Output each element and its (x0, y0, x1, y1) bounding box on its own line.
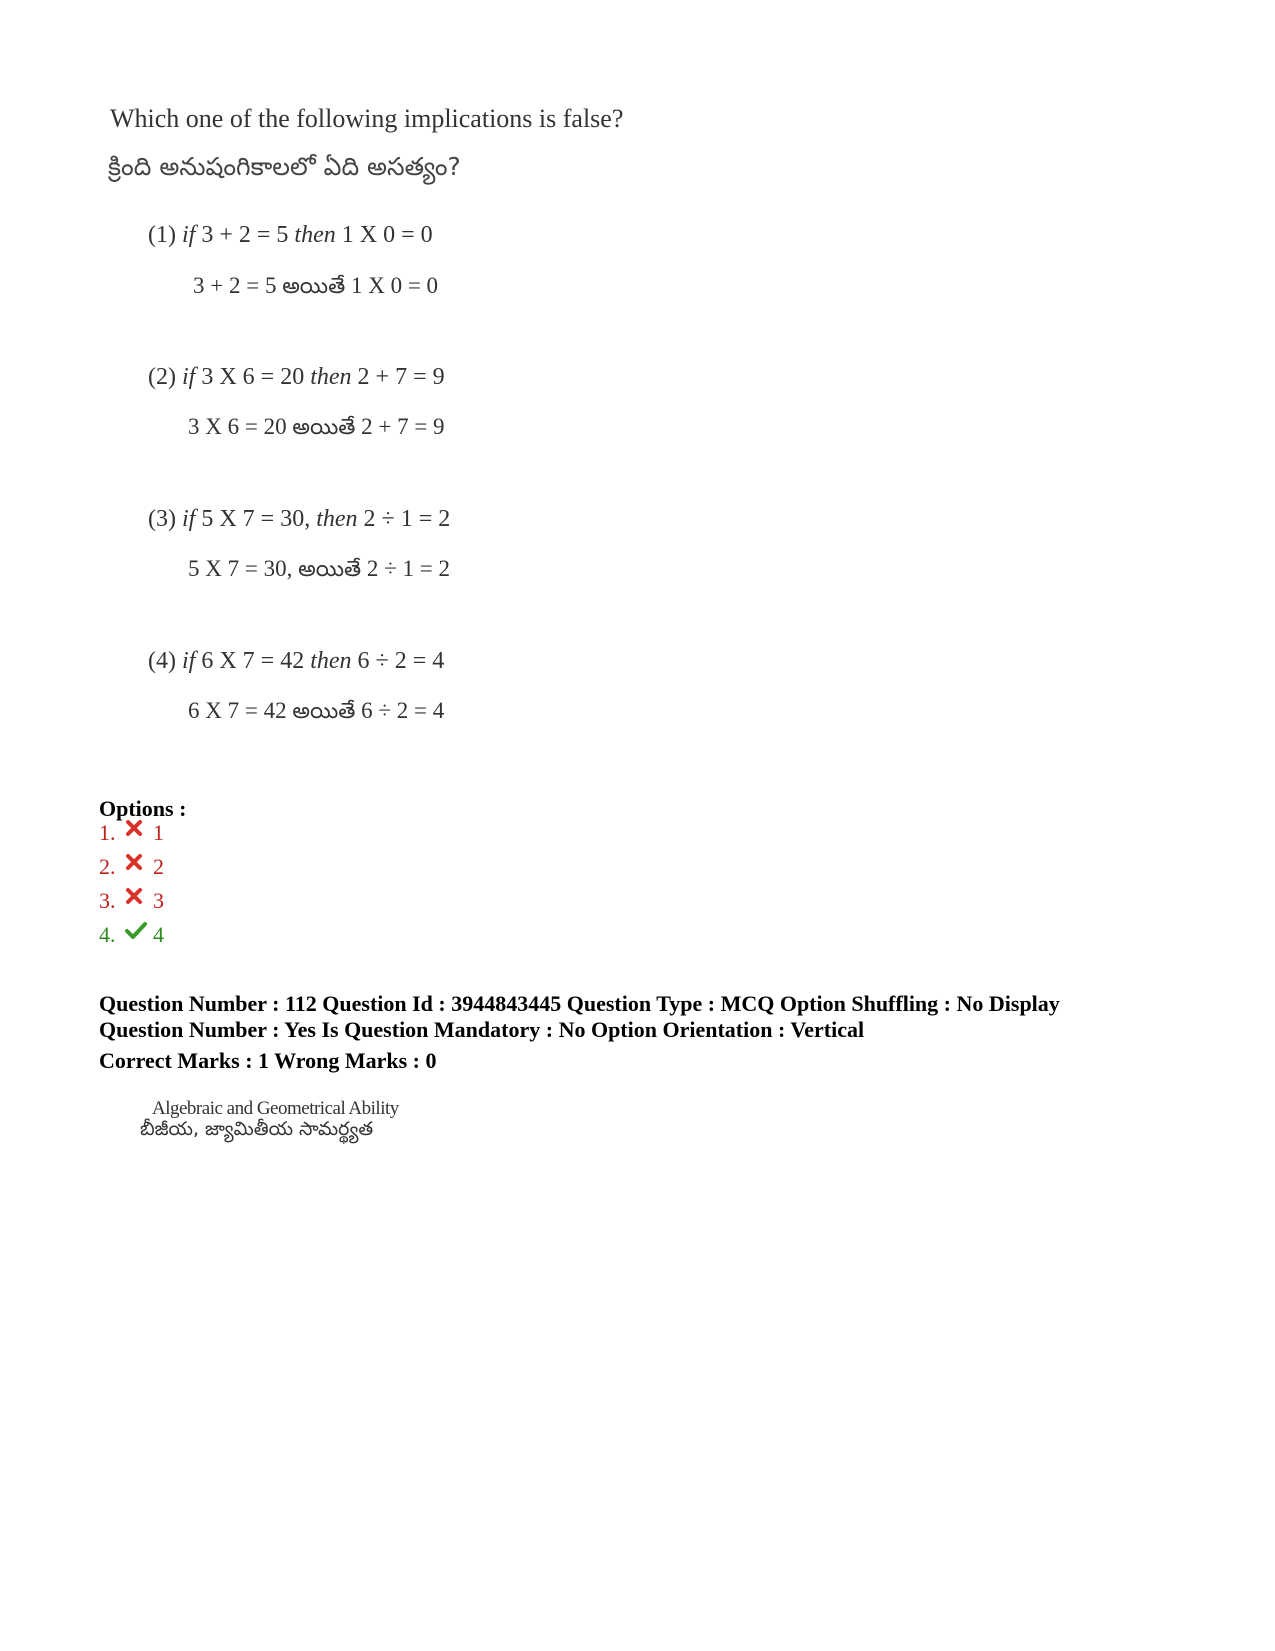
then-word: then (310, 364, 352, 390)
question-text-english: Which one of the following implications is false? (110, 104, 624, 133)
choice-label: (4) (148, 648, 176, 674)
choice-1-telugu (193, 273, 438, 304)
then-word: then (294, 222, 336, 248)
option-value: 1 (153, 820, 164, 845)
section-title-english: Algebraic and Geometrical Ability (152, 1098, 399, 1119)
choice-2-english (148, 364, 445, 391)
check-icon (125, 919, 147, 941)
if-word: if (181, 648, 196, 674)
choice-te-left-expr: 3 X 6 = 20 (188, 414, 287, 439)
question-meta-line-1: Question Number : 112 Question Id : 3944843445 Question Type : MCQ Option Shuffling : No Display (99, 991, 1060, 1016)
option-number: 1. (99, 820, 116, 845)
option-number: 3. (99, 888, 116, 913)
telugu-ayithe-word: అయితే (292, 415, 356, 440)
option-number: 2. (99, 854, 116, 879)
telugu-ayithe-word: అయితే (282, 274, 346, 299)
option-value: 3 (153, 888, 164, 913)
choice-right-expr: 6 ÷ 2 = 4 (357, 648, 445, 674)
section-title-telugu: బీజీయ, జ్యామితీయ సామర్థ్యత (140, 1118, 374, 1140)
if-word: if (181, 364, 196, 390)
options-heading: Options : (99, 796, 187, 821)
choice-right-expr: 2 + 7 = 9 (357, 364, 445, 390)
choice-label: (2) (148, 364, 176, 390)
if-word: if (181, 506, 196, 532)
choice-label: (3) (148, 506, 176, 532)
choice-te-left-expr: 6 X 7 = 42 (188, 698, 287, 723)
then-word: then (316, 506, 358, 532)
choice-3-telugu (188, 556, 450, 587)
option-number: 4. (99, 922, 116, 947)
choice-label: (1) (148, 222, 176, 248)
cross-icon (125, 885, 147, 907)
option-1 (99, 820, 164, 846)
choice-right-expr: 1 X 0 = 0 (341, 222, 433, 248)
choice-te-right-expr: 2 + 7 = 9 (361, 414, 445, 439)
choice-te-right-expr: 2 ÷ 1 = 2 (366, 556, 450, 581)
choice-left-expr: 5 X 7 = 30, (201, 506, 311, 532)
cross-icon (125, 817, 147, 839)
option-value: 2 (153, 854, 164, 879)
option-4 (99, 922, 164, 948)
choice-te-left-expr: 3 + 2 = 5 (193, 273, 277, 298)
option-2 (99, 854, 164, 880)
question-text-telugu: క్రింది అనుషంగికాలలో ఏది అసత్యం? (108, 152, 461, 181)
telugu-ayithe-word: అయితే (292, 699, 356, 724)
choice-left-expr: 3 X 6 = 20 (201, 364, 305, 390)
choice-te-right-expr: 1 X 0 = 0 (350, 273, 439, 298)
choice-te-left-expr: 5 X 7 = 30, (188, 556, 293, 581)
question-meta-line-2: Question Number : Yes Is Question Mandatory : No Option Orientation : Vertical (99, 1017, 865, 1042)
choice-1-english (148, 222, 433, 249)
choice-3-english (148, 506, 450, 533)
telugu-ayithe-word: అయితే (298, 557, 362, 582)
option-3 (99, 888, 164, 914)
choice-left-expr: 3 + 2 = 5 (201, 222, 289, 248)
choice-4-english (148, 648, 444, 675)
if-word: if (181, 222, 196, 248)
choice-4-telugu (188, 698, 444, 729)
choice-left-expr: 6 X 7 = 42 (201, 648, 305, 674)
cross-icon (125, 851, 147, 873)
section-title (140, 1098, 440, 1145)
choice-te-right-expr: 6 ÷ 2 = 4 (361, 698, 445, 723)
option-value: 4 (153, 922, 164, 947)
question-marks: Correct Marks : 1 Wrong Marks : 0 (99, 1048, 437, 1073)
choice-2-telugu (188, 414, 445, 445)
choice-right-expr: 2 ÷ 1 = 2 (363, 506, 451, 532)
then-word: then (310, 648, 352, 674)
